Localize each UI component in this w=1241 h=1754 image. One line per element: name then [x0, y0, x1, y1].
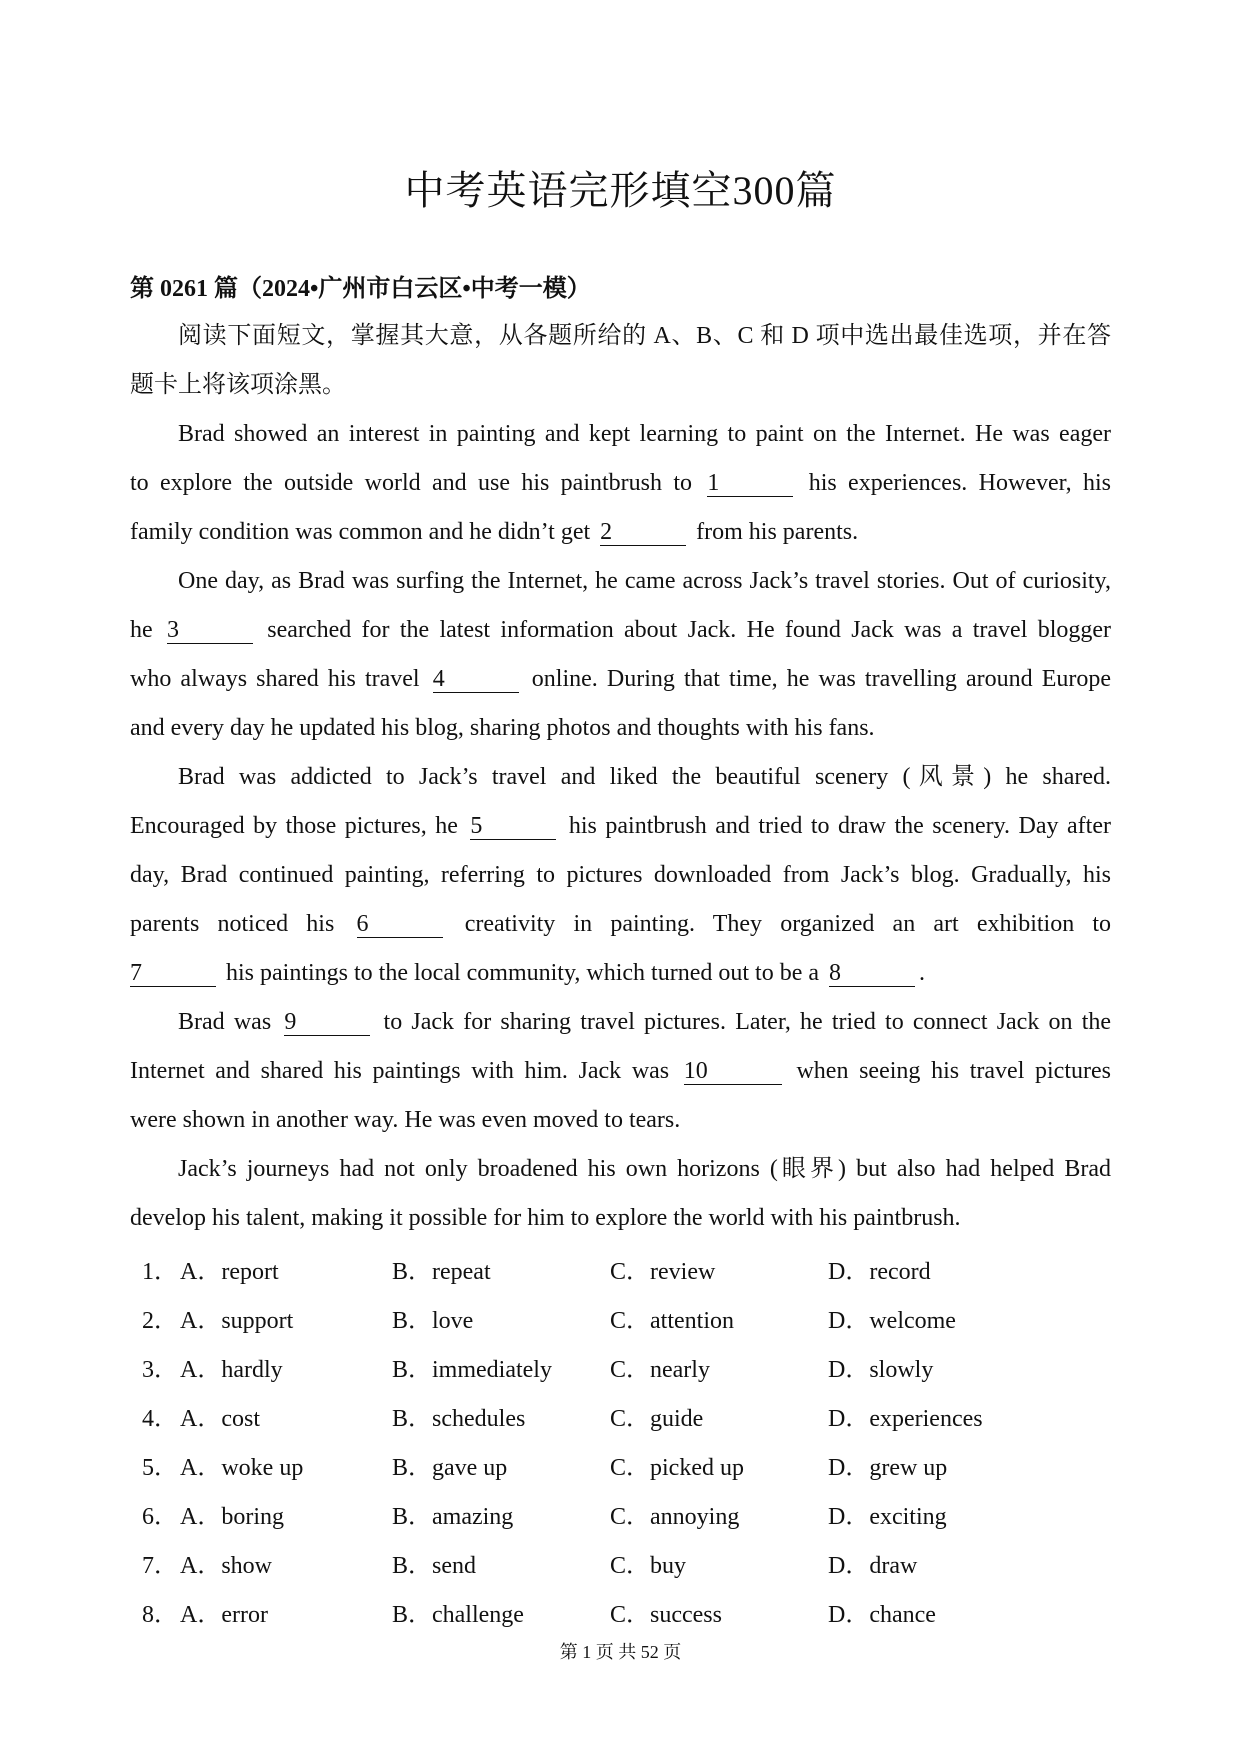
option-a: A．cost	[180, 1406, 260, 1432]
text-line	[130, 802, 1111, 851]
option-row	[130, 1542, 1111, 1591]
option-c: C．nearly	[610, 1357, 710, 1383]
instructions-line: 阅读下面短文，掌握其大意，从各题所给的 A、B、C 和 D 项中选出最佳选项，并在答	[178, 323, 1111, 349]
option-d: D．slowly	[828, 1357, 934, 1383]
option-b: B．repeat	[392, 1259, 491, 1285]
text-segment: family condition was common and he didn’t get	[130, 519, 591, 545]
page-title: 中考英语完形填空300篇	[404, 168, 837, 213]
paragraph-5	[130, 1145, 1111, 1243]
text-line	[130, 606, 1111, 655]
paragraph-2	[130, 557, 1111, 753]
option-a: A．woke up	[180, 1455, 304, 1481]
option-row	[130, 1395, 1111, 1444]
text-segment: his experiences. However, his	[808, 470, 1111, 496]
text-segment: his paintings to the local community, which turned out to be a	[226, 960, 820, 986]
paragraph-1	[130, 410, 1111, 557]
option-b: B．schedules	[392, 1406, 526, 1432]
option-c: C．review	[610, 1259, 716, 1285]
text-line: Brad was addicted to Jack’s travel and liked the beautiful scenery (风景) he shared.	[178, 764, 1111, 790]
page-footer: 第 1 页 共 52 页	[559, 1642, 682, 1662]
blank: 10	[684, 1056, 782, 1085]
option-row	[130, 1493, 1111, 1542]
option-b: B．challenge	[392, 1602, 524, 1628]
question-number: 5．	[142, 1455, 178, 1481]
option-b: B．immediately	[392, 1357, 552, 1383]
option-c: C．success	[610, 1602, 722, 1628]
instructions	[130, 312, 1111, 410]
question-number: 8．	[142, 1602, 178, 1628]
option-d: D．exciting	[828, 1504, 947, 1530]
blank: 8	[829, 958, 915, 987]
option-d: D．experiences	[828, 1406, 983, 1432]
blank: 3	[167, 615, 253, 644]
passage-heading: 第 0261 篇（2024•广州市白云区•中考一模）	[130, 276, 591, 302]
blank: 6	[357, 909, 443, 938]
text-line: Jack’s journeys had not only broadened his own horizons (眼界) but also had helped Brad	[178, 1156, 1111, 1182]
text-line: develop his talent, making it possible for him to explore the world with his paintbrush.	[130, 1205, 961, 1231]
text-segment: he	[130, 617, 153, 643]
text-segment: Brad was	[178, 1009, 272, 1035]
blank: 4	[433, 664, 519, 693]
text-segment: from his parents.	[696, 519, 859, 545]
option-c: C．attention	[610, 1308, 734, 1334]
option-d: D．chance	[828, 1602, 936, 1628]
text-segment: .	[919, 960, 926, 986]
option-row	[130, 1248, 1111, 1297]
option-a: A．hardly	[180, 1357, 283, 1383]
option-b: B．send	[392, 1553, 476, 1579]
text-segment: Internet and shared his paintings with him. Jack was	[130, 1058, 670, 1084]
option-a: A．boring	[180, 1504, 284, 1530]
question-number: 2．	[142, 1308, 178, 1334]
option-row	[130, 1297, 1111, 1346]
paragraph-4	[130, 998, 1111, 1145]
text-segment: parents noticed his	[130, 911, 335, 937]
question-number: 3．	[142, 1357, 178, 1383]
text-segment: when seeing his travel pictures	[796, 1058, 1111, 1084]
text-segment: creativity in painting. They organized an art exhibition to	[464, 911, 1112, 937]
option-row	[130, 1444, 1111, 1493]
paragraph-3	[130, 753, 1111, 998]
option-a: A．show	[180, 1553, 273, 1579]
option-c: C．picked up	[610, 1455, 744, 1481]
question-number: 6．	[142, 1504, 178, 1530]
option-a: A．error	[180, 1602, 268, 1628]
option-a: A．report	[180, 1259, 279, 1285]
options-list	[130, 1248, 1111, 1640]
instructions-line: 题卡上将该项涂黑。	[130, 372, 346, 398]
text-segment: searched for the latest information about Jack. He found Jack was a travel blogger	[267, 617, 1112, 643]
text-segment: to explore the outside world and use his paintbrush to	[130, 470, 692, 496]
blank: 5	[470, 811, 556, 840]
text-line: Brad showed an interest in painting and kept learning to paint on the Internet. He was eager	[178, 421, 1111, 447]
question-number: 1．	[142, 1259, 178, 1285]
text-segment: his paintbrush and tried to draw the scenery. Day after	[568, 813, 1111, 839]
option-row	[130, 1591, 1111, 1640]
text-line	[130, 1047, 1111, 1096]
option-d: D．draw	[828, 1553, 918, 1579]
text-line: were shown in another way. He was even moved to tears.	[130, 1107, 681, 1133]
blank: 9	[284, 1007, 370, 1036]
option-row	[130, 1346, 1111, 1395]
option-d: D．welcome	[828, 1308, 956, 1334]
blank: 7	[130, 958, 216, 987]
question-number: 7．	[142, 1553, 178, 1579]
text-segment: to Jack for sharing travel pictures. Later, he tried to connect Jack on the	[383, 1009, 1112, 1035]
text-line	[130, 900, 1111, 949]
text-line	[130, 998, 1111, 1047]
option-b: B．love	[392, 1308, 474, 1334]
text-line: day, Brad continued painting, referring to pictures downloaded from Jack’s blog. Gradually, his	[130, 862, 1111, 888]
text-line	[130, 655, 1111, 704]
text-segment: Encouraged by those pictures, he	[130, 813, 458, 839]
option-c: C．annoying	[610, 1504, 740, 1530]
text-line: One day, as Brad was surfing the Internet, he came across Jack’s travel stories. Out of curiosity,	[178, 568, 1111, 594]
text-line	[130, 508, 1111, 557]
option-d: D．record	[828, 1259, 931, 1285]
option-a: A．support	[180, 1308, 294, 1334]
text-segment: who always shared his travel	[130, 666, 420, 692]
option-c: C．buy	[610, 1553, 687, 1579]
text-segment: online. During that time, he was travelling around Europe	[531, 666, 1112, 692]
text-line	[130, 949, 1111, 998]
text-line: and every day he updated his blog, sharing photos and thoughts with his fans.	[130, 715, 875, 741]
option-d: D．grew up	[828, 1455, 948, 1481]
option-c: C．guide	[610, 1406, 704, 1432]
option-b: B．gave up	[392, 1455, 508, 1481]
option-b: B．amazing	[392, 1504, 514, 1530]
blank: 2	[600, 517, 686, 546]
text-line	[130, 459, 1111, 508]
blank: 1	[707, 468, 793, 497]
question-number: 4．	[142, 1406, 178, 1432]
